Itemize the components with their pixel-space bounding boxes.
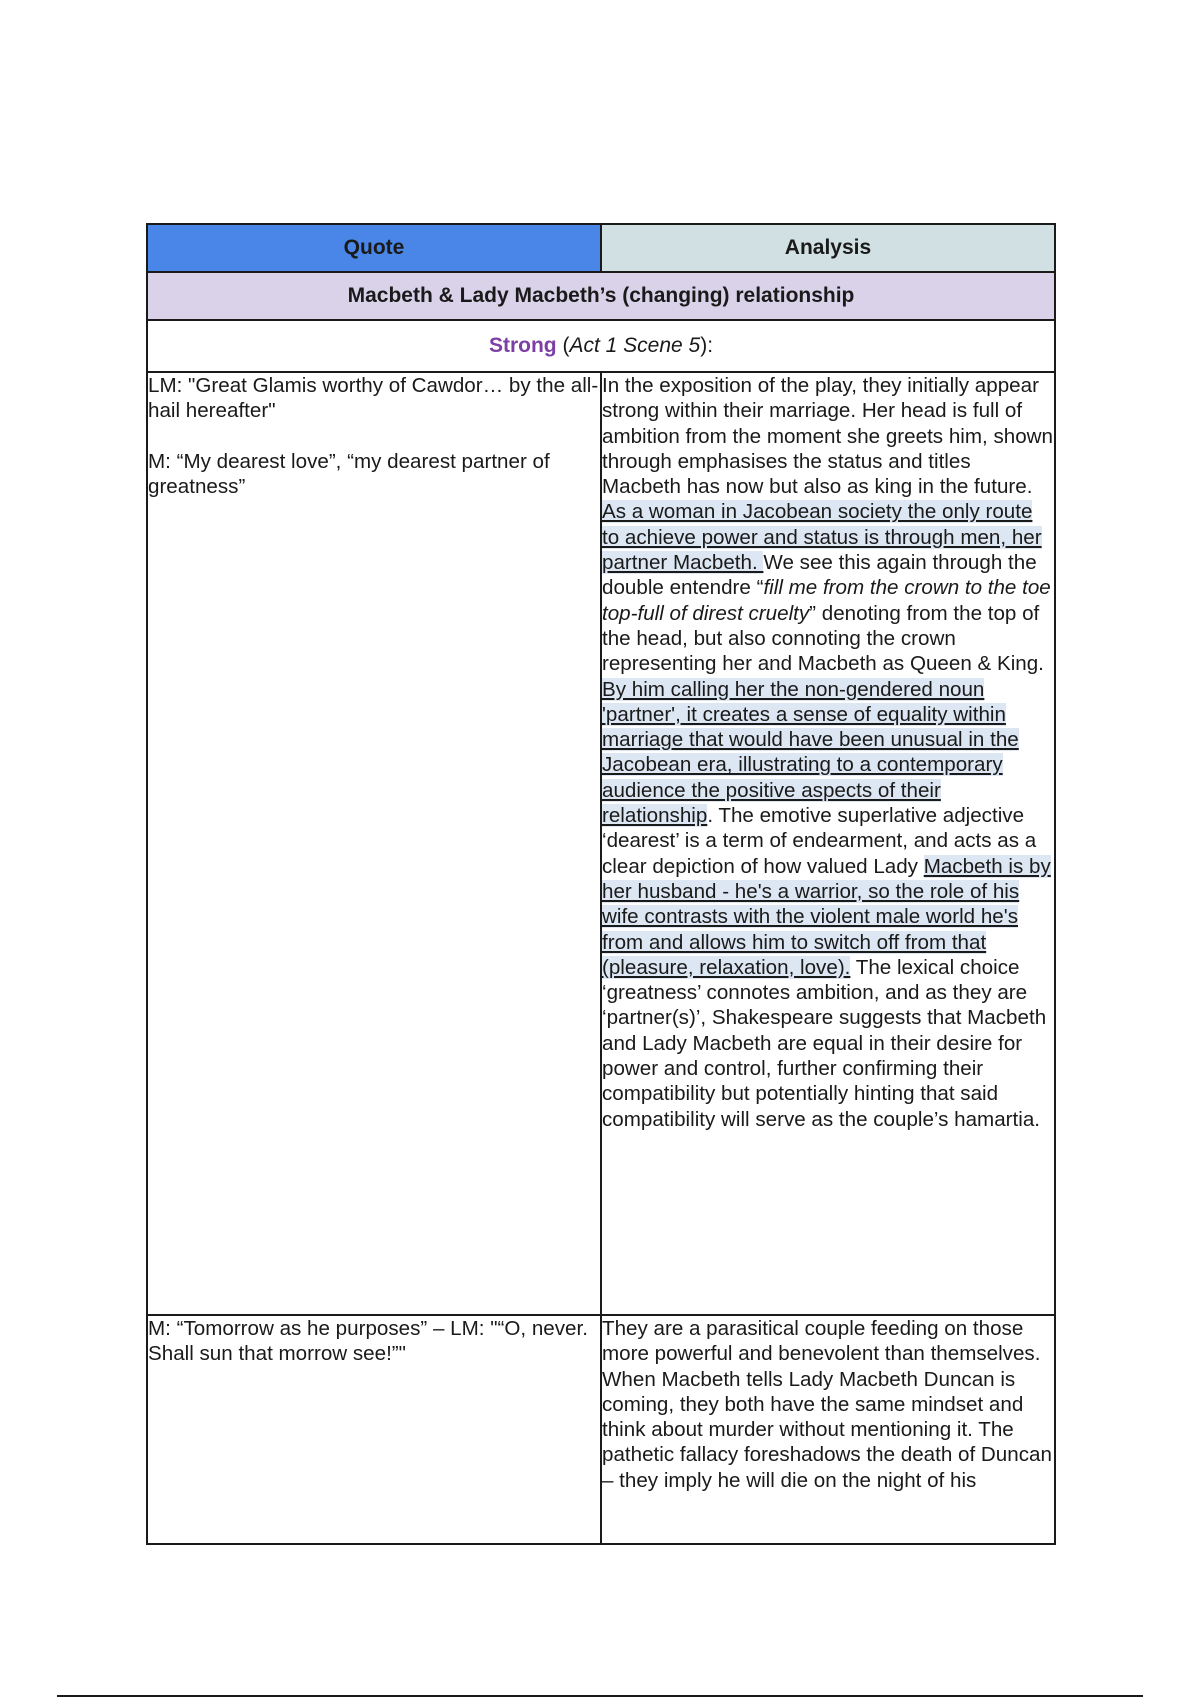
underlined-analysis: Macbeth is by her husband - he's a warrior, so the role of his wife contrasts with the violent male world he's from and allows him to switch off from that (pleasure, relaxation, love). [602, 854, 1051, 979]
analysis-column-header: Analysis [601, 224, 1055, 272]
analysis-cell [601, 372, 1055, 1315]
analysis-cell [601, 1315, 1055, 1544]
header-row [147, 224, 1055, 272]
analysis-text: . The emotive superlative adjective ‘dearest’ is a term of endearment, and acts as a clear depiction of how valued Lady [602, 804, 1037, 878]
quote-text: M: “Tomorrow as he purposes” – LM: "“O, never. Shall sun that morrow see!”" [148, 1317, 588, 1366]
page-divider [57, 1695, 1143, 1697]
analysis-text: They are a parasitical couple feeding on those more powerful and benevolent than themselves. When Macbeth tells Lady Macbeth Duncan is coming, they both have the same mindset and think about murder without mentioning it. The pathetic fallacy foreshadows the death of Duncan – they imply he will die on the night of his [602, 1317, 1052, 1492]
section-row [147, 272, 1055, 320]
quote-column-header: Quote [147, 224, 601, 272]
analysis-text: We see this again through the double entendre “ [602, 551, 1037, 600]
analysis-text: The lexical choice ‘greatness’ connotes ambition, and as they are ‘partner(s)’, Shakespeare suggests that Macbeth and Lady Macbeth are equal in their desire for power and control, further confirming their compatibility but potentially hinting that said compatibility will serve as the couple’s hamartia. [602, 955, 1047, 1131]
underlined-analysis: As a woman in Jacobean society the only route to achieve power and status is through men, her partner Macbeth. [602, 500, 1042, 575]
quote-cell [147, 372, 601, 1315]
subheading-close: ): [700, 334, 714, 357]
underlined-analysis: By him calling her the non-gendered noun 'partner', it creates a sense of equality within marriage that would have been unusual in the Jacobean era, illustrating to a contemporary audience the positive aspects of their relationship [602, 677, 1019, 828]
table-row [147, 372, 1055, 1315]
section-title: Macbeth & Lady Macbeth’s (changing) relationship [147, 272, 1055, 320]
subheading-row [147, 320, 1055, 372]
quote-cell [147, 1315, 601, 1544]
italic-quote: fill me from the crown to the toe top-full of direst cruelty [602, 576, 1051, 625]
subheading-act: Act 1 Scene 5 [569, 334, 701, 357]
subheading-open-paren: ( [556, 334, 570, 357]
quote-text: M: “My dearest love”, “my dearest partner of greatness” [148, 449, 550, 498]
analysis-text: ” denoting from the top of the head, but also connoting the crown representing her and Macbeth as Queen & King. [602, 601, 1044, 676]
table-row [147, 1315, 1055, 1544]
quote-text: LM: "Great Glamis worthy of Cawdor… by the all-hail hereafter" [148, 374, 599, 423]
subheading [147, 320, 1055, 372]
analysis-table [146, 223, 1056, 1545]
analysis-text: In the exposition of the play, they initially appear strong within their marriage. Her head is full of ambition from the moment she greets him, shown through emphasises the status and titles Macbeth has now but also as king in the future. [602, 374, 1053, 499]
subheading-strength: Strong [488, 334, 557, 357]
